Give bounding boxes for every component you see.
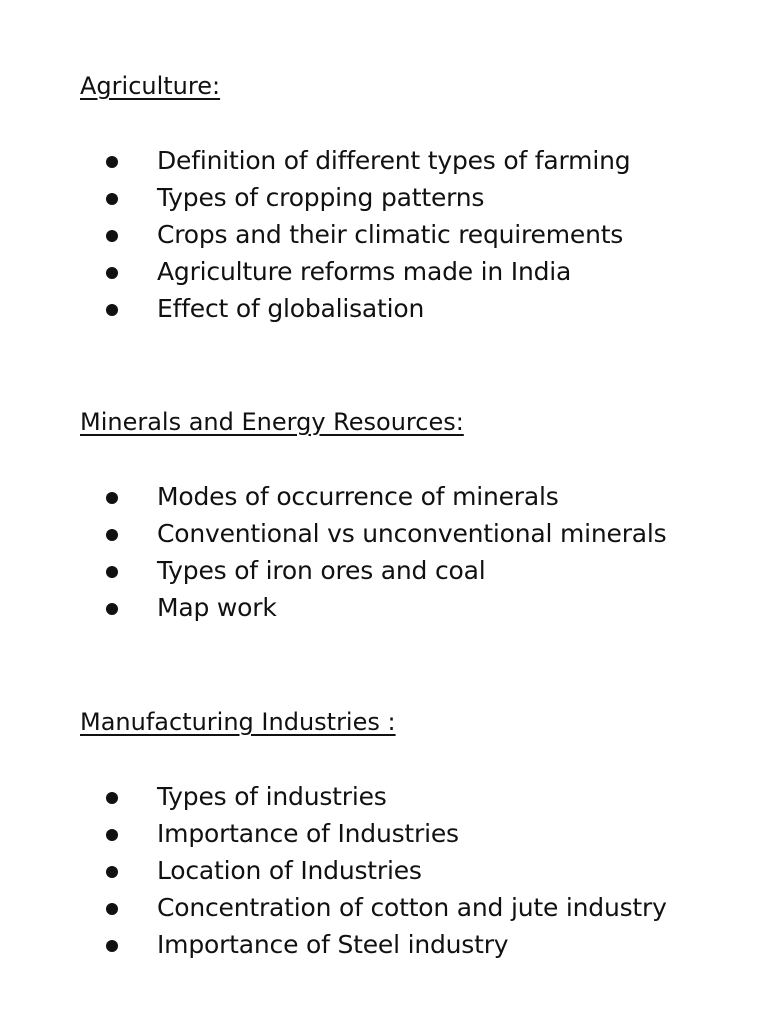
list-item — [80, 778, 728, 815]
list-item-text: Effect of globalisation — [157, 294, 425, 323]
list-item-text: Map work — [157, 593, 277, 622]
bullet-icon — [106, 940, 118, 952]
list-item-text: Importance of Steel industry — [157, 930, 509, 959]
bullet-icon — [106, 193, 118, 205]
list-item-text: Crops and their climatic requirements — [157, 220, 624, 249]
list-item-text: Concentration of cotton and jute industry — [157, 893, 667, 922]
bullet-icon — [106, 792, 118, 804]
topic-list-agriculture — [80, 142, 728, 327]
bullet-icon — [106, 492, 118, 504]
list-item — [80, 253, 728, 290]
section-minerals — [80, 406, 728, 626]
list-item — [80, 926, 728, 963]
topic-list-manufacturing — [80, 778, 728, 963]
topic-list-minerals — [80, 478, 728, 626]
list-item — [80, 478, 728, 515]
bullet-icon — [106, 156, 118, 168]
list-item-text: Conventional vs unconventional minerals — [157, 519, 667, 548]
list-item — [80, 179, 728, 216]
list-item — [80, 589, 728, 626]
bullet-icon — [106, 603, 118, 615]
list-item — [80, 142, 728, 179]
bullet-icon — [106, 866, 118, 878]
section-heading-manufacturing: Manufacturing Industries : — [80, 708, 396, 736]
list-item — [80, 216, 728, 253]
list-item — [80, 552, 728, 589]
list-item-text: Modes of occurrence of minerals — [157, 482, 559, 511]
section-heading-agriculture: Agriculture: — [80, 72, 221, 100]
list-item — [80, 290, 728, 327]
list-item-text: Location of Industries — [157, 856, 422, 885]
bullet-icon — [106, 566, 118, 578]
bullet-icon — [106, 230, 118, 242]
section-manufacturing — [80, 706, 728, 963]
section-heading-minerals: Minerals and Energy Resources: — [80, 408, 464, 436]
list-item — [80, 889, 728, 926]
list-item — [80, 515, 728, 552]
list-item-text: Types of cropping patterns — [157, 183, 485, 212]
bullet-icon — [106, 529, 118, 541]
list-item-text: Types of iron ores and coal — [157, 556, 486, 585]
list-item-text: Types of industries — [157, 782, 387, 811]
section-agriculture — [80, 70, 728, 327]
list-item-text: Definition of different types of farming — [157, 146, 631, 175]
bullet-icon — [106, 903, 118, 915]
bullet-icon — [106, 304, 118, 316]
list-item-text: Agriculture reforms made in India — [157, 257, 572, 286]
list-item — [80, 852, 728, 889]
bullet-icon — [106, 829, 118, 841]
list-item-text: Importance of Industries — [157, 819, 459, 848]
bullet-icon — [106, 267, 118, 279]
list-item — [80, 815, 728, 852]
